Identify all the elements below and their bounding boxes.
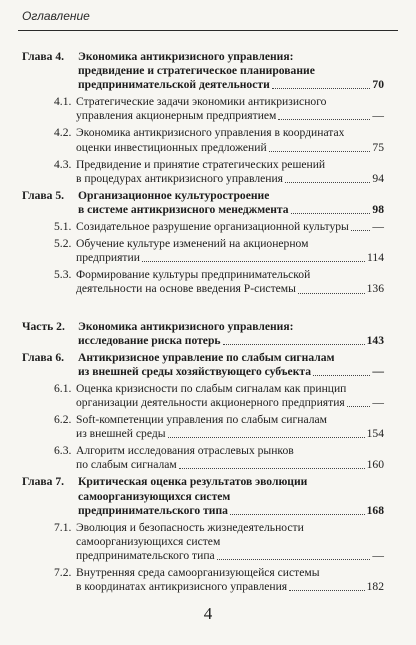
toc-entry-line: Экономика антикризисного управления: bbox=[78, 50, 294, 63]
toc-entry-line: Алгоритм исследования отраслевых рынков bbox=[76, 444, 294, 458]
toc-entry-title bbox=[76, 158, 384, 186]
toc-page-number: — bbox=[372, 548, 384, 562]
toc-entry-title bbox=[76, 566, 384, 594]
dot-leader bbox=[289, 580, 364, 591]
toc-entry-number: 4.3. bbox=[54, 157, 72, 171]
toc-entry-title bbox=[78, 475, 384, 517]
toc-entry-number: 6.3. bbox=[54, 444, 72, 458]
toc-section-entry[interactable] bbox=[22, 382, 384, 410]
table-of-contents bbox=[22, 50, 384, 594]
dot-leader bbox=[272, 78, 371, 89]
toc-entry-title bbox=[76, 413, 384, 441]
toc-entry-line: Экономика антикризисного управления: bbox=[78, 319, 294, 333]
toc-entry-line: Внутренняя среда самоорганизующейся системы bbox=[76, 566, 320, 579]
toc-page-number: 94 bbox=[372, 171, 384, 185]
toc-entry-line: предпринимательского типа bbox=[78, 503, 228, 517]
toc-page-number: — bbox=[372, 395, 384, 409]
dot-leader bbox=[298, 282, 365, 293]
toc-entry-number: 4.2. bbox=[54, 126, 72, 140]
toc-section-entry[interactable] bbox=[22, 237, 384, 265]
dot-leader bbox=[351, 220, 371, 231]
dot-leader bbox=[223, 334, 365, 345]
toc-page-number: — bbox=[372, 109, 384, 123]
toc-entry-number: Часть 2. bbox=[22, 319, 65, 333]
toc-section-entry[interactable] bbox=[22, 95, 384, 123]
toc-entry-number: 5.3. bbox=[54, 268, 72, 282]
toc-entry-number: 7.1. bbox=[54, 520, 72, 534]
toc-entry-line: управления акционерным предприятием bbox=[76, 109, 277, 123]
toc-entry-number: 6.1. bbox=[54, 381, 72, 395]
toc-entry-number: 6.2. bbox=[54, 413, 72, 427]
dot-leader bbox=[142, 251, 365, 262]
toc-entry-number: Глава 7. bbox=[22, 475, 65, 489]
toc-chapter-entry[interactable] bbox=[22, 475, 384, 517]
dot-leader bbox=[217, 549, 371, 560]
toc-entry-line: Созидательное разрушение организационной культуры bbox=[76, 220, 349, 234]
dot-leader bbox=[168, 427, 365, 438]
toc-entry-number: 5.1. bbox=[54, 220, 72, 234]
toc-entry-line: Обучение культуре изменений на акционерном bbox=[76, 237, 309, 251]
header-rule bbox=[18, 30, 398, 31]
toc-chapter-entry[interactable] bbox=[22, 189, 384, 217]
toc-entry-title bbox=[76, 382, 384, 410]
dot-leader bbox=[230, 504, 365, 515]
toc-entry-line: Стратегические задачи экономики антикризисного bbox=[76, 95, 327, 109]
toc-section-entry[interactable] bbox=[22, 158, 384, 186]
toc-page-number: 168 bbox=[366, 503, 384, 517]
toc-chapter-entry[interactable] bbox=[22, 50, 384, 92]
toc-entry-line: самоорганизующихся систем bbox=[78, 489, 231, 503]
toc-section-entry[interactable] bbox=[22, 220, 384, 234]
toc-entry-line: по слабым сигналам bbox=[76, 458, 177, 472]
toc-entry-line: из внешней среды bbox=[76, 427, 166, 441]
toc-entry-line: Экономика антикризисного управления в координатах bbox=[76, 126, 345, 140]
toc-section-entry[interactable] bbox=[22, 413, 384, 441]
toc-page-number: 98 bbox=[372, 202, 384, 216]
toc-entry-line: деятельности на основе введения Р-системы bbox=[76, 282, 296, 296]
toc-section-entry[interactable] bbox=[22, 268, 384, 296]
toc-page-number: 114 bbox=[367, 251, 384, 265]
toc-entry-number: 7.2. bbox=[54, 566, 72, 579]
toc-entry-title bbox=[76, 95, 384, 123]
toc-entry-line: в процедурах антикризисного управления bbox=[76, 171, 283, 185]
toc-entry-title bbox=[78, 351, 384, 379]
toc-entry-line: оценки инвестиционных предложений bbox=[76, 140, 267, 154]
dot-leader bbox=[278, 109, 370, 120]
toc-entry-title bbox=[76, 237, 384, 265]
toc-entry-line: Soft-компетенции управления по слабым сигналам bbox=[76, 413, 327, 427]
toc-entry-line: из внешней среды хозяйствующего субъекта bbox=[78, 364, 312, 378]
toc-chapter-entry[interactable] bbox=[22, 320, 384, 348]
toc-page-number: 154 bbox=[366, 427, 384, 441]
toc-section-entry[interactable] bbox=[22, 521, 384, 563]
dot-leader bbox=[179, 458, 365, 469]
toc-entry-line: Эволюция и безопасность жизнедеятельности bbox=[76, 520, 304, 534]
running-header: Оглавление bbox=[22, 9, 90, 23]
toc-section-entry[interactable] bbox=[22, 126, 384, 154]
page-number: 4 bbox=[203, 604, 213, 623]
toc-entry-title bbox=[76, 521, 384, 563]
toc-entry-number: 5.2. bbox=[54, 237, 72, 251]
dot-leader bbox=[347, 396, 371, 407]
toc-entry-title bbox=[78, 50, 384, 92]
toc-page-number: 136 bbox=[366, 282, 384, 296]
toc-page-number: — bbox=[372, 364, 384, 378]
toc-entry-number: Глава 4. bbox=[22, 50, 65, 63]
toc-entry-line: исследование риска потерь bbox=[78, 333, 221, 347]
toc-entry-line: Оценка кризисности по слабым сигналам как принцип bbox=[76, 381, 347, 395]
dot-leader bbox=[269, 141, 371, 152]
toc-entry-line: предприятии bbox=[76, 251, 140, 265]
toc-entry-title bbox=[76, 444, 384, 472]
toc-section-entry[interactable] bbox=[22, 444, 384, 472]
toc-entry-title bbox=[78, 320, 384, 348]
toc-entry-title bbox=[76, 126, 384, 154]
dot-leader bbox=[291, 203, 371, 214]
toc-entry-line: в системе антикризисного менеджмента bbox=[78, 202, 289, 216]
toc-chapter-entry[interactable] bbox=[22, 351, 384, 379]
toc-page-number: — bbox=[372, 220, 384, 234]
toc-entry-number: Глава 5. bbox=[22, 188, 65, 202]
toc-entry-title bbox=[76, 268, 384, 296]
toc-entry-line: Критическая оценка результатов эволюции bbox=[78, 475, 308, 489]
toc-page-number: 160 bbox=[366, 458, 384, 472]
dot-leader bbox=[285, 172, 370, 183]
toc-entry-number: Глава 6. bbox=[22, 350, 65, 364]
toc-entry-line: Формирование культуры предпринимательской bbox=[76, 268, 311, 282]
toc-page-number: 70 bbox=[372, 78, 384, 92]
toc-page-number: 182 bbox=[366, 580, 384, 594]
toc-entry-line: предпринимательского типа bbox=[76, 548, 215, 562]
toc-entry-line: в координатах антикризисного управления bbox=[76, 580, 288, 594]
toc-entry-line: организации деятельности акционерного предприятия bbox=[76, 395, 345, 409]
toc-entry-title bbox=[78, 189, 384, 217]
toc-entry-line: самоорганизующихся систем bbox=[76, 534, 221, 548]
toc-entry-line: Антикризисное управление по слабым сигналам bbox=[78, 350, 335, 364]
dot-leader bbox=[313, 365, 370, 376]
toc-entry-line: Предвидение и принятие стратегических решений bbox=[76, 157, 326, 171]
toc-entry-line: предпринимательской деятельности bbox=[78, 78, 270, 92]
toc-page-number: 143 bbox=[366, 333, 384, 347]
toc-section-entry[interactable] bbox=[22, 566, 384, 594]
toc-entry-number: 4.1. bbox=[54, 95, 72, 109]
toc-entry-title bbox=[76, 220, 384, 234]
toc-page-number: 75 bbox=[372, 140, 384, 154]
toc-entry-line: Организационное культуростроение bbox=[78, 188, 270, 202]
toc-entry-line: предвидение и стратегическое планирование bbox=[78, 64, 315, 78]
